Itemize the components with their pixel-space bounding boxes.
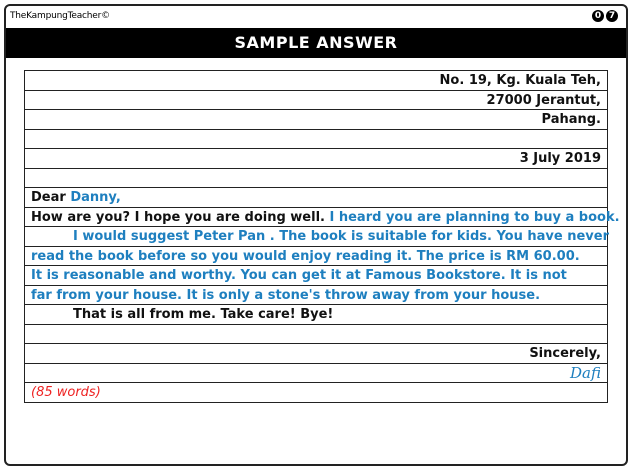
worksheet-frame (4, 4, 628, 466)
page-number-badge (592, 10, 618, 22)
blank-line (24, 130, 608, 150)
page-digit: 0 (592, 10, 604, 22)
body-line-1-black: How are you? I hope you are doing well. (31, 209, 330, 225)
signature: Dafi (570, 363, 601, 382)
greeting-prefix: Dear (31, 190, 71, 205)
body-line-1-blue: I heard you are planning to buy a book. (329, 209, 620, 225)
address-line-2: 27000 Jerantut, (24, 91, 608, 111)
body-line-4: It is reasonable and worthy. You can get it at Famous Bookstore. It is not (24, 266, 608, 286)
closing-salutation: Sincerely, (24, 344, 608, 364)
word-count: (85 words) (24, 383, 608, 403)
page-title: SAMPLE ANSWER (6, 28, 626, 58)
body-line-2: I would suggest Peter Pan . The book is suitable for kids. You have never (24, 227, 608, 247)
greeting-name: Danny, (70, 190, 121, 205)
address-line-1: No. 19, Kg. Kuala Teh, (24, 71, 608, 91)
greeting-line (24, 188, 608, 208)
body-line-1 (24, 208, 620, 228)
body-line-3: read the book before so you would enjoy reading it. The price is RM 60.00. (24, 247, 608, 267)
address-line-3: Pahang. (24, 110, 608, 130)
blank-line (24, 325, 608, 345)
page-digit: 7 (606, 10, 618, 22)
blank-line (24, 169, 608, 189)
letter-date: 3 July 2019 (24, 149, 608, 169)
signature-line (24, 364, 608, 384)
body-line-5: far from your house. It is only a stone's throw away from your house. (24, 286, 608, 306)
letter-lined-area (24, 70, 620, 403)
brand-text: TheKampungTeacher© (10, 11, 110, 21)
closing-remark: That is all from me. Take care! Bye! (24, 305, 608, 325)
